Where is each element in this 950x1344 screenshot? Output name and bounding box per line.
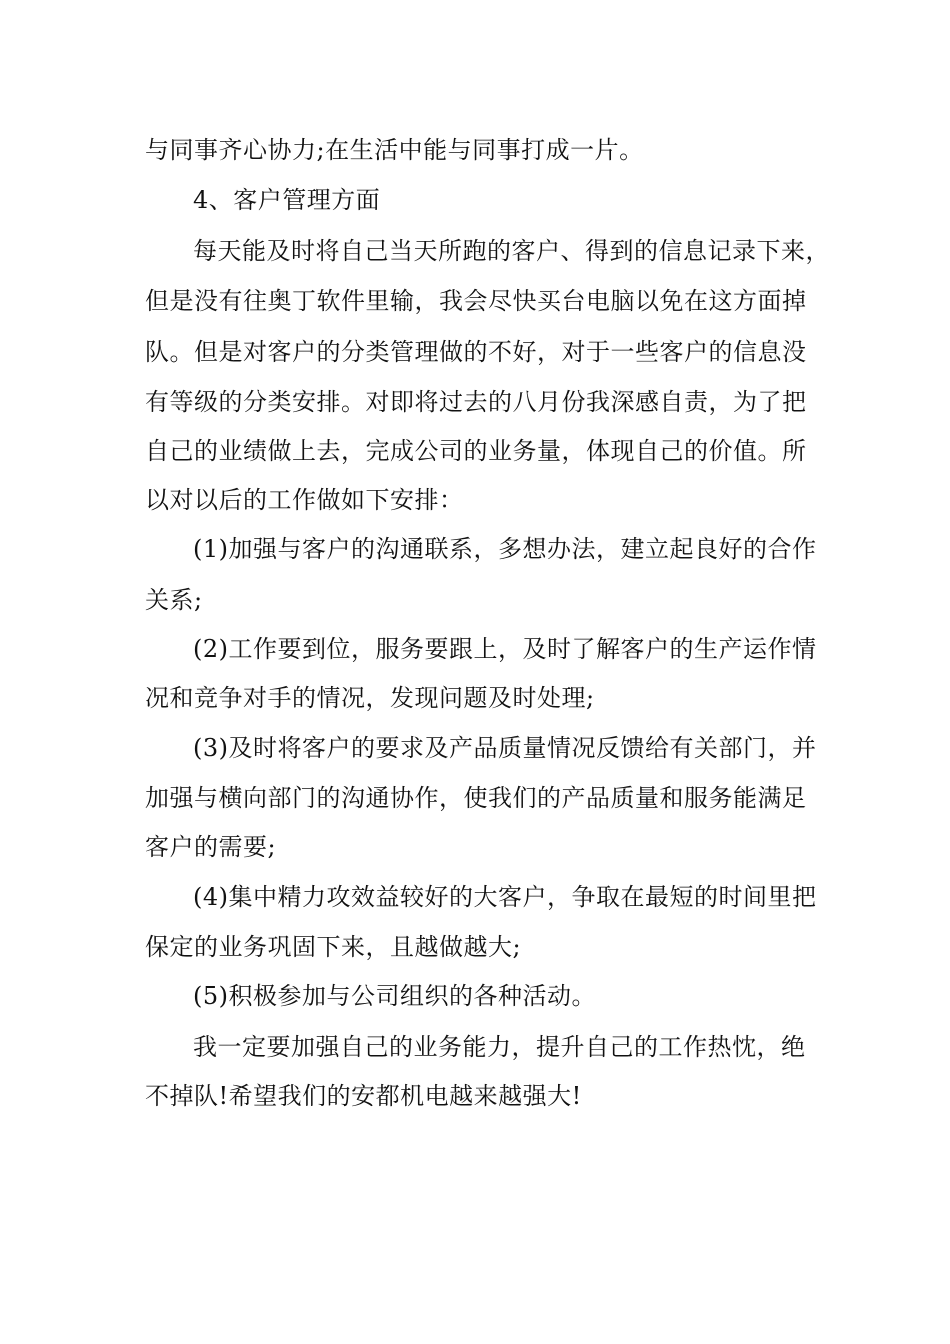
list-item: (2)工作要到位，服务要跟上，及时了解客户的生产运作情 [193, 635, 817, 663]
list-item: (3)及时将客户的要求及产品质量情况反馈给有关部门，并 [193, 734, 817, 762]
text-line: 保定的业务巩固下来，且越做越大; [145, 933, 522, 961]
text-line: 但是没有往奥丁软件里输，我会尽快买台电脑以免在这方面掉 [145, 287, 807, 315]
text-line: 以对以后的工作做如下安排： [145, 486, 464, 514]
text-line: 关系; [145, 586, 203, 614]
text-line: 与同事齐心协力;在生活中能与同事打成一片。 [145, 136, 644, 164]
text-line: 有等级的分类安排。对即将过去的八月份我深感自责，为了把 [145, 388, 807, 416]
list-item: (1)加强与客户的沟通联系，多想办法，建立起良好的合作 [193, 535, 817, 563]
section-heading: 4、客户管理方面 [193, 186, 381, 214]
text-line: 加强与横向部门的沟通协作，使我们的产品质量和服务能满足 [145, 784, 807, 812]
text-line: 况和竞争对手的情况，发现问题及时处理; [145, 684, 595, 712]
list-item: (4)集中精力攻效益较好的大客户，争取在最短的时间里把 [193, 883, 817, 911]
text-line: 我一定要加强自己的业务能力，提升自己的工作热忱，绝 [193, 1033, 806, 1061]
text-line: 每天能及时将自己当天所跑的客户、得到的信息记录下来， [193, 237, 830, 265]
text-line: 自己的业绩做上去，完成公司的业务量，体现自己的价值。所 [145, 437, 807, 465]
text-line: 队。但是对客户的分类管理做的不好，对于一些客户的信息没 [145, 338, 807, 366]
text-line: 客户的需要; [145, 833, 277, 861]
text-line: 不掉队!希望我们的安都机电越来越强大! [145, 1082, 582, 1110]
list-item: (5)积极参加与公司组织的各种活动。 [193, 982, 596, 1010]
